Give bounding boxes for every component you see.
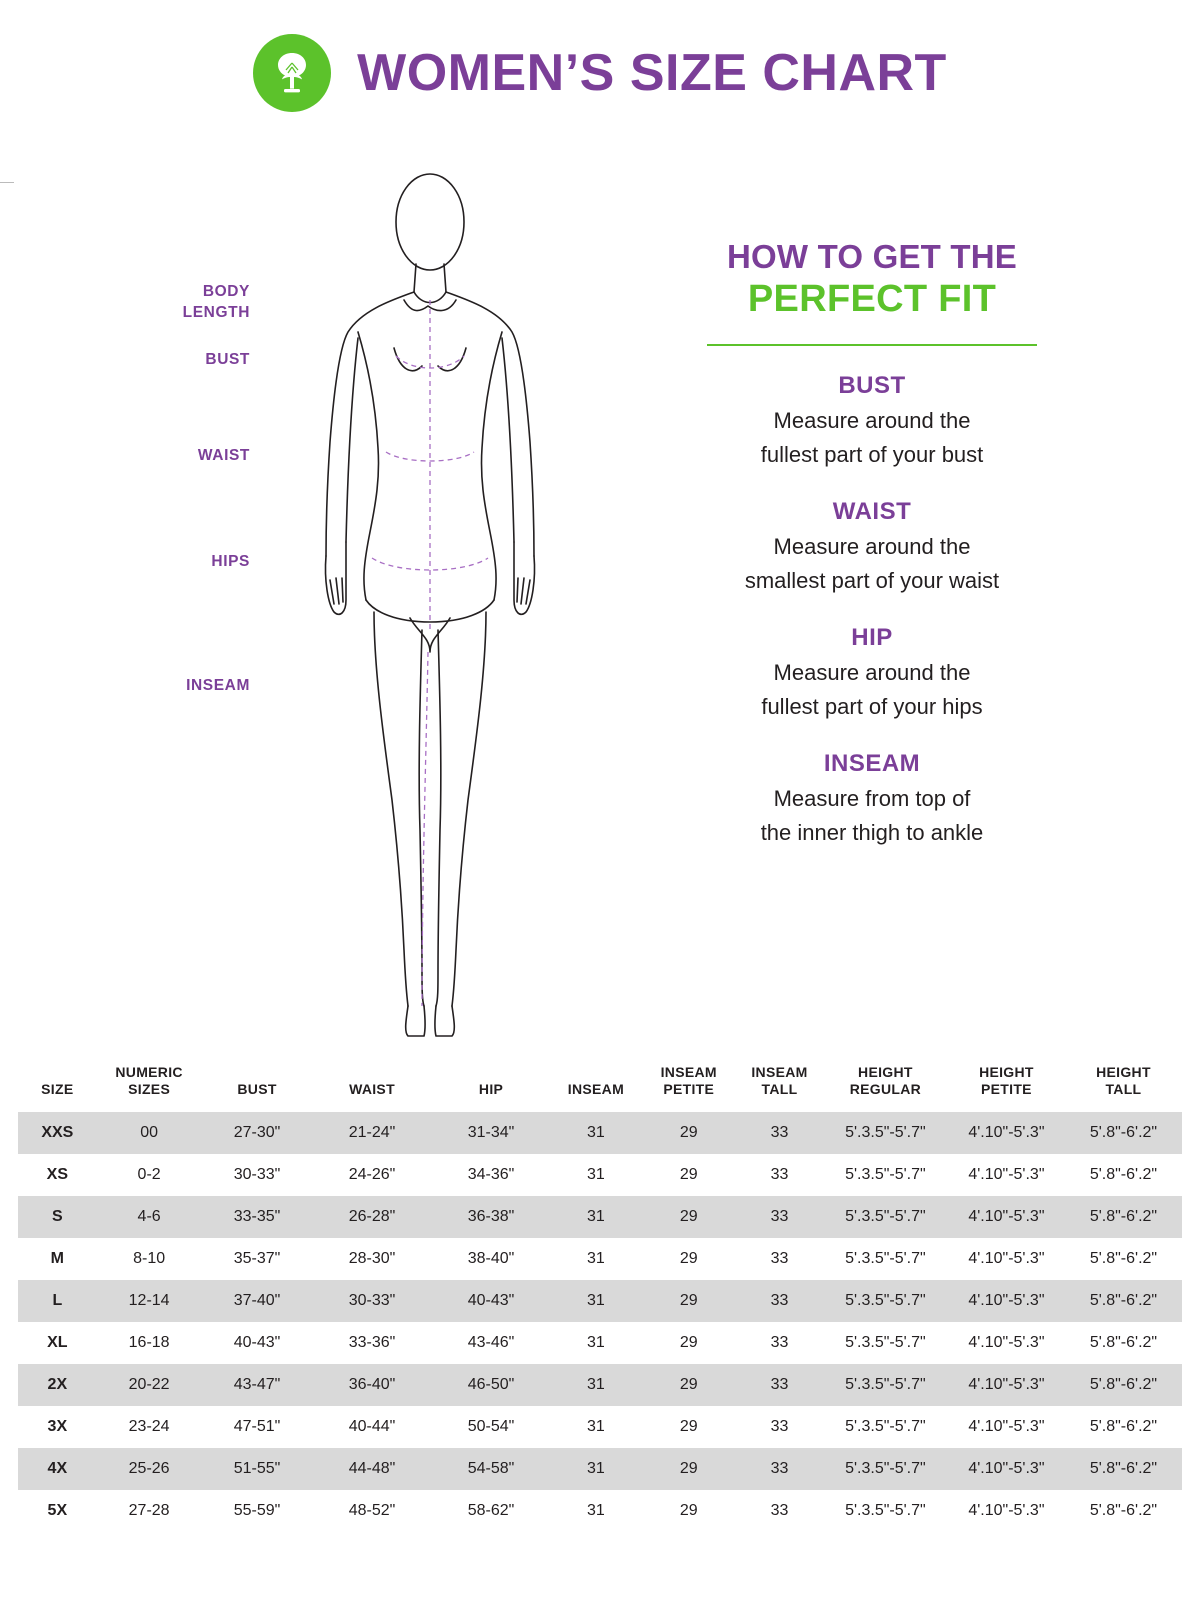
table-cell: 5'.3.5"-5'.7" <box>823 1448 948 1490</box>
column-header-line1: SIZE <box>41 1080 74 1097</box>
table-cell: 29 <box>641 1112 736 1154</box>
cell-size: XL <box>47 1333 68 1351</box>
table-row <box>18 1490 1182 1532</box>
table-cell: 5'.8"-6'.2" <box>1065 1364 1182 1406</box>
label-bust: BUST <box>205 351 250 368</box>
divider <box>707 344 1037 346</box>
table-cell: 58-62" <box>467 1501 515 1519</box>
table-cell: 25-26 <box>97 1448 202 1490</box>
column-header-line2: PETITE <box>981 1080 1032 1097</box>
table-cell: 48-52" <box>348 1501 396 1519</box>
column-header-line1: INSEAM <box>660 1064 717 1080</box>
table-row <box>18 1322 1182 1364</box>
size-table-wrapper <box>18 1056 1182 1532</box>
table-cell: 43-47" <box>202 1364 313 1406</box>
tip-waist-line1: Measure around the <box>773 533 971 559</box>
table-cell: 29 <box>641 1448 736 1490</box>
cell-size: S <box>18 1196 97 1238</box>
table-cell: 24-26" <box>348 1165 396 1183</box>
column-header-line1: INSEAM <box>751 1064 808 1080</box>
column-header-line2: SIZES <box>128 1080 171 1097</box>
table-cell: 33 <box>770 1165 789 1183</box>
table-cell: 33 <box>770 1417 789 1435</box>
table-cell: 16-18 <box>128 1333 170 1351</box>
cell-size: 3X <box>47 1417 68 1435</box>
table-cell: 29 <box>679 1165 698 1183</box>
column-header-7 <box>736 1056 823 1112</box>
table-cell: 27-28 <box>128 1501 170 1519</box>
column-header-line2: PETITE <box>663 1080 715 1097</box>
column-header-0 <box>18 1056 97 1112</box>
page-header <box>0 34 1200 112</box>
table-cell: 33 <box>770 1249 789 1267</box>
table-cell: 4'.10"-5'.3" <box>968 1333 1045 1351</box>
tip-bust-line1: Measure around the <box>773 407 971 433</box>
table-cell: 55-59" <box>233 1501 281 1519</box>
table-cell: 31 <box>587 1333 605 1351</box>
tip-bust-title: BUST <box>838 371 906 399</box>
how-to-heading-line1: HOW TO GET THE <box>726 238 1018 275</box>
how-to-heading-line2: PERFECT FIT <box>747 277 997 320</box>
table-cell: 40-43" <box>233 1333 281 1351</box>
label-hips: HIPS <box>211 553 250 570</box>
table-cell: 31 <box>551 1196 642 1238</box>
tip-waist-title: WAIST <box>832 497 912 525</box>
table-row <box>18 1448 1182 1490</box>
tip-waist-line2: smallest part of your waist <box>744 568 1000 594</box>
column-header-5 <box>551 1056 642 1112</box>
table-cell: 4'.10"-5'.3" <box>948 1196 1065 1238</box>
table-cell: 5'.3.5"-5'.7" <box>823 1112 948 1154</box>
table-cell: 4'.10"-5'.3" <box>968 1417 1045 1435</box>
table-cell: 43-46" <box>467 1333 515 1351</box>
label-inseam: INSEAM <box>186 677 250 694</box>
table-cell: 33-36" <box>348 1333 396 1351</box>
label-body-length <box>110 282 250 324</box>
cell-size: 2X <box>18 1364 97 1406</box>
table-cell: 29 <box>641 1280 736 1322</box>
table-cell: 5'.3.5"-5'.7" <box>845 1417 926 1435</box>
tip-inseam <box>592 750 1152 850</box>
table-cell: 5'.3.5"-5'.7" <box>845 1249 926 1267</box>
size-table-head <box>18 1056 1182 1112</box>
table-cell: 47-51" <box>233 1417 281 1435</box>
table-cell: 29 <box>679 1501 698 1519</box>
tip-waist <box>592 498 1152 598</box>
table-cell: 46-50" <box>432 1364 551 1406</box>
crop-mark <box>0 182 14 183</box>
tip-inseam-line1: Measure from top of <box>773 786 971 812</box>
table-cell: 00 <box>97 1112 202 1154</box>
label-waist: WAIST <box>197 447 250 464</box>
tip-inseam-title: INSEAM <box>823 750 921 778</box>
table-cell: 23-24 <box>128 1417 170 1435</box>
column-header-6 <box>641 1056 736 1112</box>
label-body-length-line2: LENGTH <box>182 303 250 321</box>
table-header-row <box>18 1056 1182 1112</box>
tree-icon <box>264 45 320 101</box>
column-header-4 <box>432 1056 551 1112</box>
table-cell: 29 <box>641 1364 736 1406</box>
table-cell: 40-43" <box>432 1280 551 1322</box>
table-cell: 36-38" <box>432 1196 551 1238</box>
table-cell: 35-37" <box>233 1249 281 1267</box>
how-to-panel <box>592 238 1152 877</box>
table-cell: 29 <box>679 1249 698 1267</box>
column-header-line1: NUMERIC <box>115 1064 183 1080</box>
cell-size: 5X <box>47 1501 68 1519</box>
table-cell: 5'.3.5"-5'.7" <box>823 1280 948 1322</box>
table-cell: 33 <box>770 1333 789 1351</box>
table-cell: 4'.10"-5'.3" <box>968 1249 1045 1267</box>
table-cell: 30-33" <box>313 1280 432 1322</box>
table-row <box>18 1154 1182 1196</box>
table-cell: 4'.10"-5'.3" <box>968 1165 1045 1183</box>
tip-hip-line2: fullest part of your hips <box>761 694 983 720</box>
table-cell: 54-58" <box>432 1448 551 1490</box>
table-cell: 31 <box>587 1417 605 1435</box>
table-row <box>18 1364 1182 1406</box>
table-cell: 5'.3.5"-5'.7" <box>845 1501 926 1519</box>
cell-size: L <box>18 1280 97 1322</box>
column-header-line1: HEIGHT <box>858 1064 913 1080</box>
table-cell: 5'.8"-6'.2" <box>1089 1501 1158 1519</box>
table-cell: 29 <box>679 1417 698 1435</box>
table-cell: 37-40" <box>202 1280 313 1322</box>
table-cell: 5'.8"-6'.2" <box>1065 1448 1182 1490</box>
table-row <box>18 1112 1182 1154</box>
column-header-10 <box>1065 1056 1182 1112</box>
table-cell: 21-24" <box>313 1112 432 1154</box>
table-cell: 44-48" <box>313 1448 432 1490</box>
table-cell: 36-40" <box>313 1364 432 1406</box>
column-header-9 <box>948 1056 1065 1112</box>
how-to-heading <box>592 238 1152 322</box>
table-row <box>18 1280 1182 1322</box>
table-cell: 50-54" <box>467 1417 515 1435</box>
column-header-line1: HEIGHT <box>1096 1064 1151 1080</box>
table-cell: 8-10 <box>133 1249 166 1267</box>
tip-bust <box>592 372 1152 472</box>
tip-hip-line1: Measure around the <box>773 660 971 686</box>
table-cell: 30-33" <box>233 1165 281 1183</box>
table-cell: 5'.3.5"-5'.7" <box>823 1364 948 1406</box>
table-cell: 5'.3.5"-5'.7" <box>823 1196 948 1238</box>
table-cell: 20-22 <box>97 1364 202 1406</box>
table-row <box>18 1196 1182 1238</box>
table-cell: 5'.8"-6'.2" <box>1065 1196 1182 1238</box>
table-row <box>18 1406 1182 1448</box>
table-cell: 27-30" <box>202 1112 313 1154</box>
table-cell: 34-36" <box>467 1165 515 1183</box>
cell-size: XS <box>46 1165 68 1183</box>
table-row <box>18 1238 1182 1280</box>
table-cell: 5'.3.5"-5'.7" <box>845 1333 926 1351</box>
column-header-line1: HEIGHT <box>979 1064 1034 1080</box>
figure-illustration <box>180 160 560 1040</box>
cell-size: M <box>50 1249 64 1267</box>
table-cell: 5'.8"-6'.2" <box>1089 1333 1158 1351</box>
table-cell: 29 <box>679 1333 698 1351</box>
table-cell: 5'.8"-6'.2" <box>1089 1165 1158 1183</box>
column-header-line1: HIP <box>478 1080 504 1097</box>
column-header-line2: REGULAR <box>849 1080 922 1097</box>
table-cell: 28-30" <box>348 1249 396 1267</box>
table-cell: 31 <box>587 1249 605 1267</box>
table-cell: 5'.8"-6'.2" <box>1065 1112 1182 1154</box>
table-cell: 38-40" <box>467 1249 515 1267</box>
table-cell: 33 <box>736 1364 823 1406</box>
size-table-body <box>18 1112 1182 1532</box>
table-cell: 4'.10"-5'.3" <box>948 1112 1065 1154</box>
column-header-3 <box>313 1056 432 1112</box>
table-cell: 4'.10"-5'.3" <box>968 1501 1045 1519</box>
table-cell: 29 <box>641 1196 736 1238</box>
column-header-line1: WAIST <box>349 1080 395 1097</box>
brand-logo <box>253 34 331 112</box>
table-cell: 31 <box>551 1448 642 1490</box>
table-cell: 0-2 <box>137 1165 161 1183</box>
table-cell: 33 <box>736 1112 823 1154</box>
cell-size: XXS <box>18 1112 97 1154</box>
cell-size: 4X <box>18 1448 97 1490</box>
table-cell: 33 <box>736 1196 823 1238</box>
tip-hip-title: HIP <box>851 624 893 652</box>
table-cell: 4'.10"-5'.3" <box>948 1448 1065 1490</box>
column-header-line2: TALL <box>1105 1080 1142 1097</box>
table-cell: 40-44" <box>348 1417 396 1435</box>
table-cell: 31 <box>551 1364 642 1406</box>
table-cell: 33 <box>736 1448 823 1490</box>
column-header-1 <box>97 1056 202 1112</box>
table-cell: 4-6 <box>97 1196 202 1238</box>
table-cell: 31 <box>551 1112 642 1154</box>
tip-hip <box>592 624 1152 724</box>
tip-inseam-line2: the inner thigh to ankle <box>760 820 984 846</box>
table-cell: 5'.8"-6'.2" <box>1089 1249 1158 1267</box>
column-header-line1: INSEAM <box>567 1080 625 1097</box>
table-cell: 5'.3.5"-5'.7" <box>845 1165 926 1183</box>
table-cell: 33-35" <box>202 1196 313 1238</box>
column-header-line2: TALL <box>761 1080 798 1097</box>
tip-bust-line2: fullest part of your bust <box>760 441 984 467</box>
table-cell: 31 <box>587 1501 605 1519</box>
table-cell: 31 <box>551 1280 642 1322</box>
size-table <box>18 1056 1182 1532</box>
table-cell: 31 <box>587 1165 605 1183</box>
table-cell: 12-14 <box>97 1280 202 1322</box>
page-title: WOMEN’S SIZE CHART <box>357 44 947 102</box>
table-cell: 31-34" <box>432 1112 551 1154</box>
table-cell: 33 <box>736 1280 823 1322</box>
table-cell: 5'.8"-6'.2" <box>1089 1417 1158 1435</box>
table-cell: 4'.10"-5'.3" <box>948 1364 1065 1406</box>
column-header-line1: BUST <box>237 1080 277 1097</box>
table-cell: 51-55" <box>202 1448 313 1490</box>
label-body-length-line1: BODY <box>202 283 250 300</box>
table-cell: 33 <box>770 1501 789 1519</box>
inseam-line <box>422 652 428 1006</box>
table-cell: 26-28" <box>313 1196 432 1238</box>
column-header-2 <box>202 1056 313 1112</box>
female-body-outline <box>300 160 560 1040</box>
table-cell: 5'.8"-6'.2" <box>1065 1280 1182 1322</box>
table-cell: 4'.10"-5'.3" <box>948 1280 1065 1322</box>
column-header-8 <box>823 1056 948 1112</box>
